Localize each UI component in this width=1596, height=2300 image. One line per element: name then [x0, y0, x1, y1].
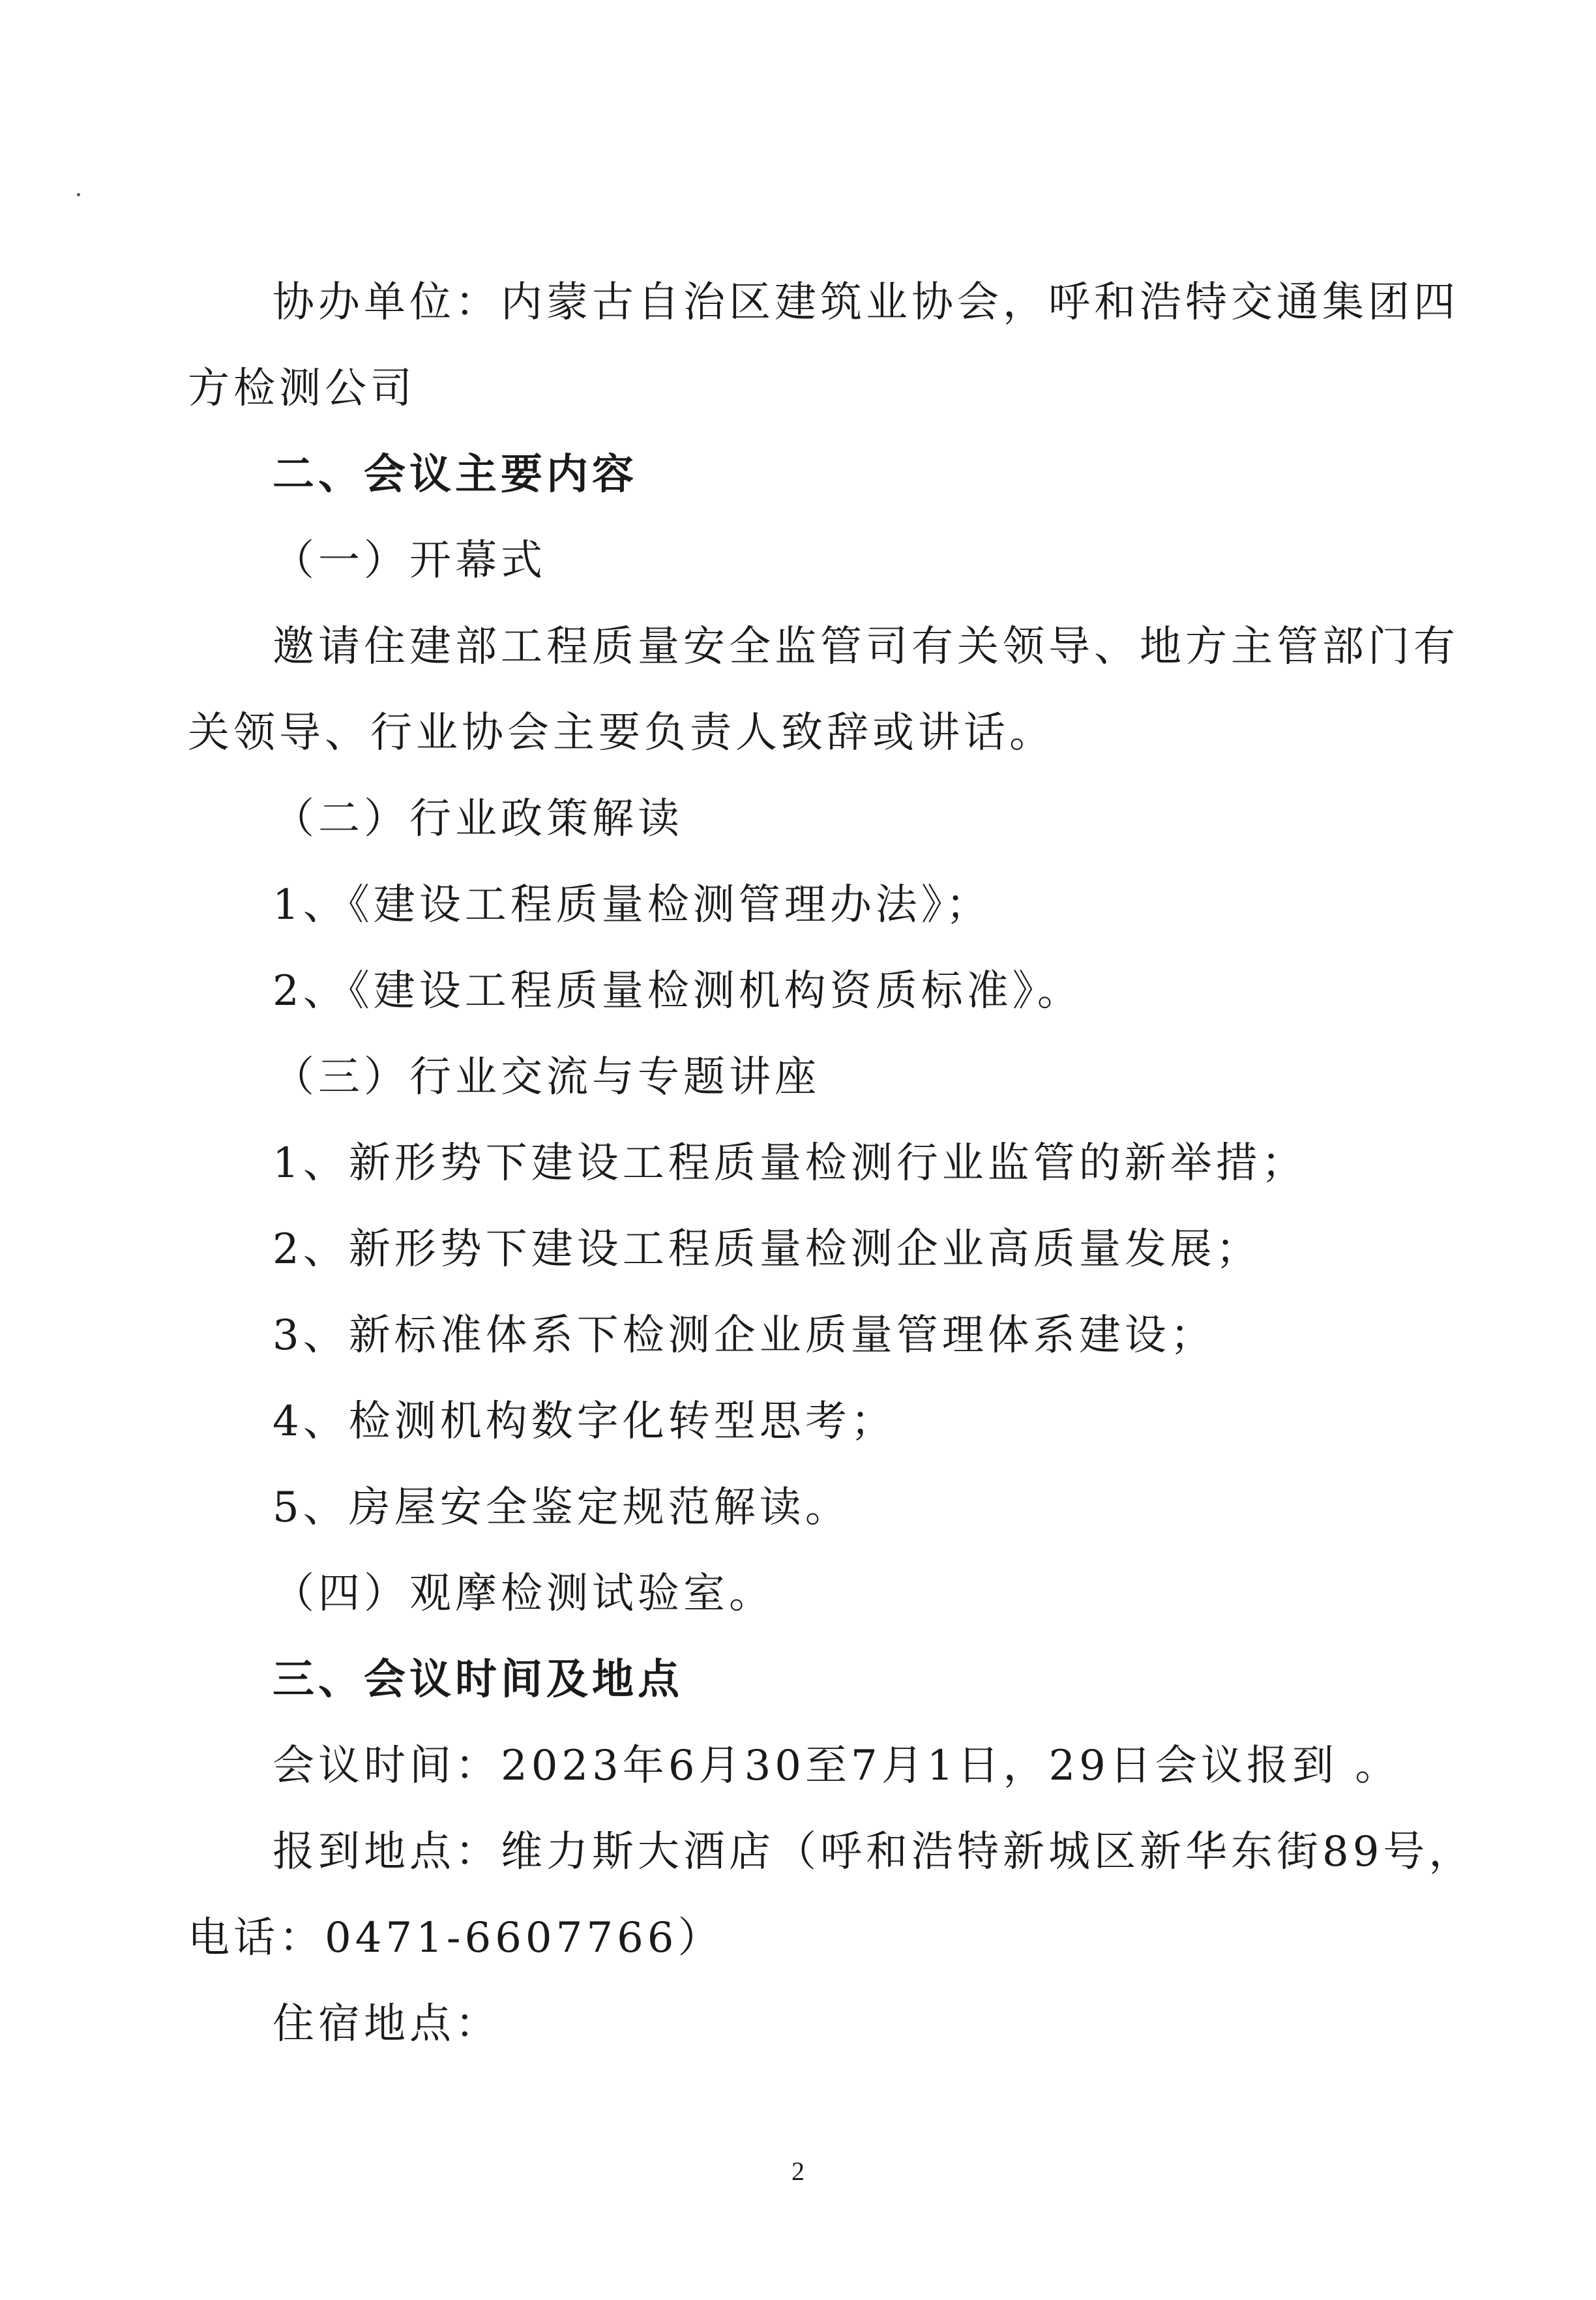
- policy-item-1: 1、《建设工程质量检测管理办法》；: [273, 881, 992, 929]
- lecture-item-1: 1、新形势下建设工程质量检测行业监管的新举措；: [273, 1139, 1307, 1187]
- lecture-item-3: 3、新标准体系下检测企业质量管理体系建设；: [273, 1311, 1216, 1360]
- page-number: 2: [791, 2157, 805, 2186]
- meeting-time: 会议时间：2023年6月30至7月1日，29日会议报到 。: [273, 1742, 1401, 1790]
- lecture-item-2: 2、新形势下建设工程质量检测企业高质量发展；: [273, 1225, 1262, 1274]
- section-heading-time-place: 三、会议时间及地点: [273, 1655, 683, 1704]
- section-heading-main-content: 二、会议主要内容: [273, 450, 638, 499]
- registration-place-line-2: 电话：0471-6607766）: [188, 1914, 724, 1962]
- subsection-exchange: （三）行业交流与专题讲座: [273, 1053, 820, 1101]
- opening-paragraph-line-2: 关领导、行业协会主要负责人致辞或讲话。: [188, 709, 1055, 757]
- registration-place-line-1: 报到地点：维力斯大酒店（呼和浩特新城区新华东街89号，: [273, 1828, 1475, 1876]
- co-organizer-line-2: 方检测公司: [188, 365, 416, 413]
- scan-speck: [77, 193, 80, 196]
- lecture-item-5: 5、房屋安全鉴定规范解读。: [273, 1484, 851, 1532]
- opening-paragraph-line-1: 邀请住建部工程质量安全监管司有关领导、地方主管部门有: [273, 623, 1459, 671]
- co-organizer-line-1: 协办单位：内蒙古自治区建筑业协会，呼和浩特交通集团四: [273, 278, 1459, 327]
- subsection-opening: （一）开幕式: [273, 537, 546, 585]
- subsection-lab-visit: （四）观摩检测试验室。: [273, 1570, 775, 1618]
- lecture-item-4: 4、检测机构数字化转型思考；: [273, 1397, 896, 1446]
- accommodation-place: 住宿地点：: [273, 2000, 501, 2048]
- subsection-policy: （二）行业政策解读: [273, 795, 683, 843]
- policy-item-2: 2、《建设工程质量检测机构资质标准》。: [273, 967, 1083, 1015]
